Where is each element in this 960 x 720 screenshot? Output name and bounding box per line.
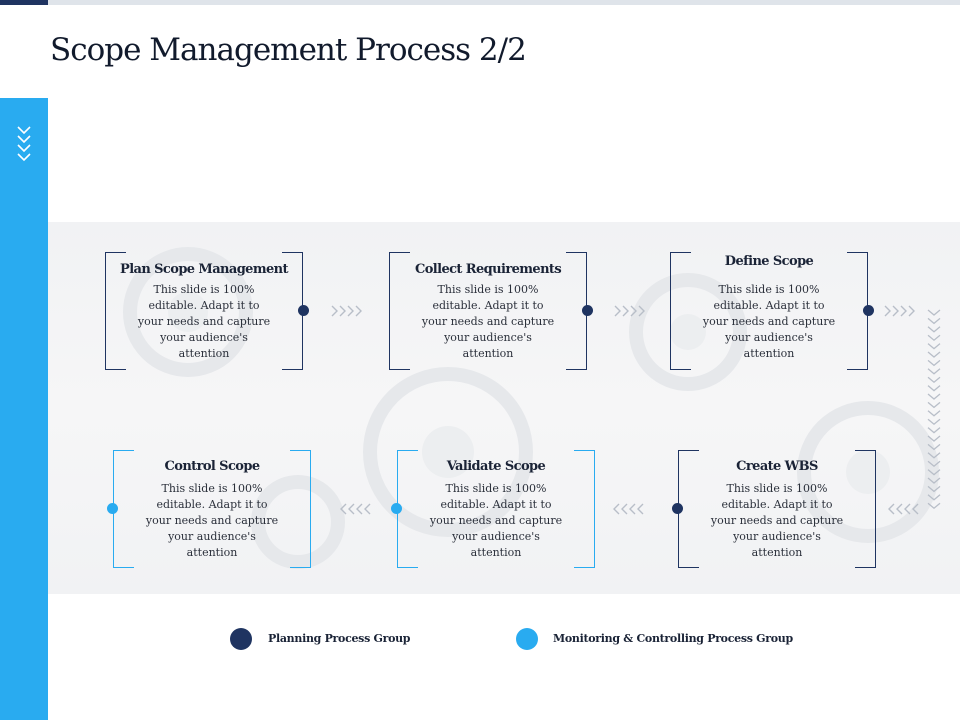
connector-dot <box>298 305 309 316</box>
chevron-right-icon <box>614 305 650 317</box>
connector-dot <box>863 305 874 316</box>
slide-title: Scope Management Process 2/2 <box>50 32 526 68</box>
step-description: This slide is 100% editable. Adapt it to your needs and capture your audience's attention <box>137 283 271 360</box>
chevron-right-icon <box>331 305 367 317</box>
legend-monitoring-label: Monitoring & Controlling Process Group <box>553 632 793 645</box>
chevron-down-icon <box>926 308 942 514</box>
connector-dot <box>391 503 402 514</box>
legend-planning-label: Planning Process Group <box>268 632 411 645</box>
step-card-collect-requirements <box>389 252 587 370</box>
step-title: Define Scope <box>724 254 814 269</box>
step-description: This slide is 100% editable. Adapt it to your needs and capture your audience's attention <box>429 482 563 559</box>
step-card-define-scope <box>670 252 868 370</box>
chevron-left-icon <box>883 503 919 515</box>
step-description: This slide is 100% editable. Adapt it to your needs and capture your audience's attention <box>145 482 279 559</box>
step-title: Collect Requirements <box>414 262 562 277</box>
step-title: Control Scope <box>164 459 260 474</box>
step-description: This slide is 100% editable. Adapt it to your needs and capture your audience's attention <box>702 283 836 360</box>
bracket-left <box>670 252 691 370</box>
step-description: This slide is 100% editable. Adapt it to your needs and capture your audience's attention <box>421 283 555 360</box>
step-title: Create WBS <box>736 459 818 474</box>
legend-monitoring-dot <box>516 628 538 650</box>
side-accent-bar <box>0 98 48 720</box>
connector-dot <box>672 503 683 514</box>
connector-dot <box>107 503 118 514</box>
chevron-left-icon <box>335 503 371 515</box>
chevron-left-icon <box>608 503 644 515</box>
step-description: This slide is 100% editable. Adapt it to your needs and capture your audience's attention <box>710 482 844 559</box>
step-card-control-scope <box>113 450 311 568</box>
connector-dot <box>582 305 593 316</box>
step-card-validate-scope <box>397 450 595 568</box>
top-rule <box>0 0 960 5</box>
top-rule-accent <box>0 0 48 5</box>
legend-planning-dot <box>230 628 252 650</box>
step-title: Validate Scope <box>446 459 546 474</box>
step-card-create-wbs <box>678 450 876 568</box>
chevron-right-icon <box>884 305 920 317</box>
step-title: Plan Scope Management <box>120 262 288 277</box>
chevron-down-icon <box>12 124 36 166</box>
step-card-plan-scope-management <box>105 252 303 370</box>
